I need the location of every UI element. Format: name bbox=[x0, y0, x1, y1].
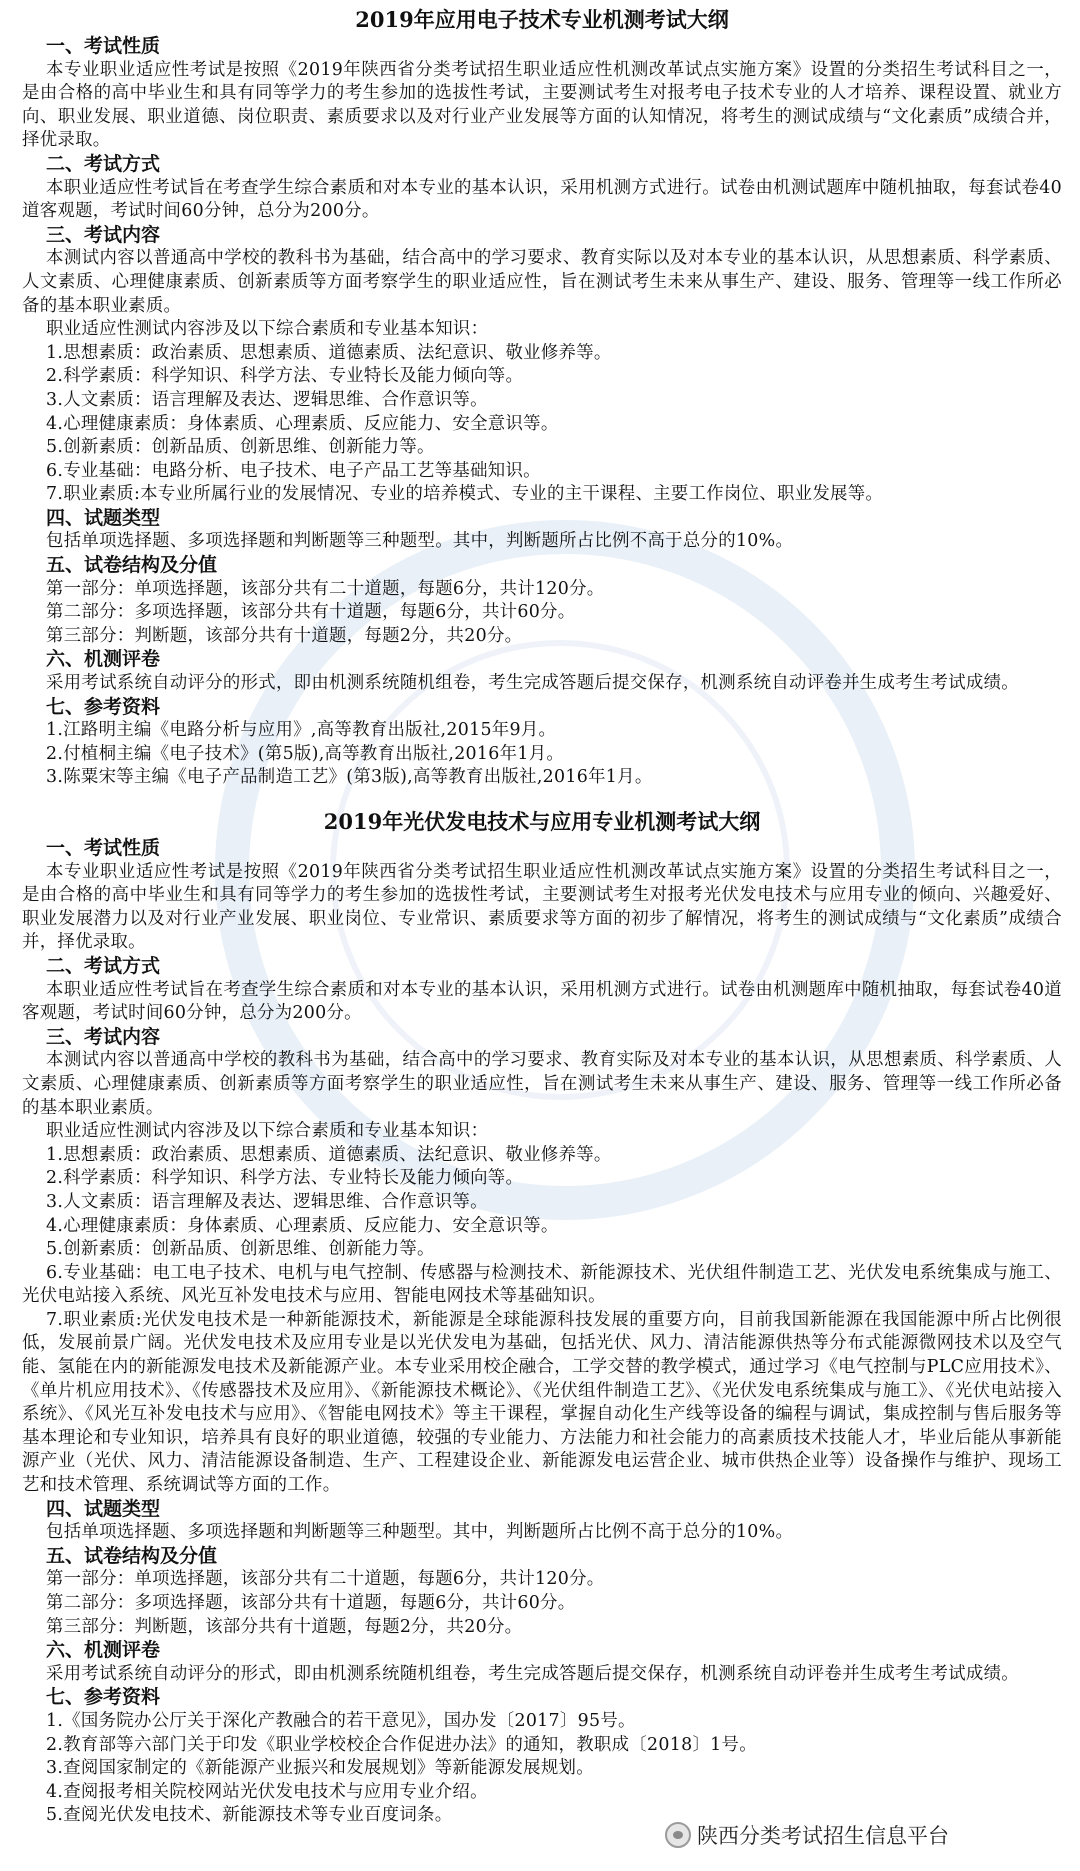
section-paragraph: 采用考试系统自动评分的形式，即由机测系统随机组卷，考生完成答题后提交保存，机测系统自动评卷并生成考生考试成绩。 bbox=[46, 1663, 1019, 1684]
section-paragraph: 本专业职业适应性考试是按照《2019年陕西省分类考试招生职业适应性机测改革试点实施方案》设置的分类招生考试科目之一，是由合格的高中毕业生和具有同等学力的考生参加的选拔性考试，主要测试考生对报考光伏发电技术与应用专业的倾向、兴趣爱好、职业发展潜力以及对行业产业发展、职业岗位、专业常识、素质要求等方面的初步了解情况，将考生的测试成绩与“文化素质”成绩合并，择优录取。 bbox=[22, 861, 1062, 953]
list-item: 第一部分：单项选择题，该部分共有二十道题，每题6分，共计120分。 bbox=[46, 578, 605, 599]
list-item: 4.心理健康素质：身体素质、心理素质、反应能力、安全意识等。 bbox=[46, 1215, 559, 1236]
section-paragraph: 本职业适应性考试旨在考查学生综合素质和对本专业的基本认识，采用机测方式进行。试卷由机测试题库中随机抽取，每套试卷40道客观题，考试时间60分钟，总分为200分。 bbox=[22, 177, 1062, 222]
section-heading: 一、考试性质 bbox=[46, 35, 161, 57]
section-paragraph: 本测试内容以普通高中学校的教科书为基础，结合高中的学习要求、教育实际及对本专业的基本认识，从思想素质、科学素质、人文素质、心理健康素质、创新素质等方面考察学生的职业适应性，旨在测试考生未来从事生产、建设、服务、管理等一线工作所必备的基本职业素质。 bbox=[22, 1050, 1062, 1118]
list-item: 2.科学素质：科学知识、科学方法、专业特长及能力倾向等。 bbox=[46, 366, 524, 387]
list-item: 6.专业基础：电工电子技术、电机与电气控制、传感器与检测技术、新能源技术、光伏组件制造工艺、光伏发电系统集成与施工、光伏电站接入系统、风光互补发电技术与应用、智能电网技术等基础知识。 bbox=[22, 1262, 1062, 1307]
document-title: 2019年光伏发电技术与应用专业机测考试大纲 bbox=[323, 809, 761, 834]
list-item: 第二部分：多项选择题，该部分共有十道题，每题6分，共计60分。 bbox=[46, 602, 576, 623]
list-item: 7.职业素质:本专业所属行业的发展情况、专业的培养模式、专业的主干课程、主要工作岗位、职业发展等。 bbox=[46, 484, 884, 505]
section-heading: 七、参考资料 bbox=[46, 695, 161, 718]
reference-item: 1.《国务院办公厅关于深化产教融合的若干意见》，国办发〔2017〕95号。 bbox=[46, 1710, 636, 1731]
source-label: 陕西分类考试招生信息平台 bbox=[697, 1824, 949, 1848]
section-heading: 二、考试方式 bbox=[46, 954, 161, 977]
reference-item: 5.查阅光伏发电技术、新能源技术等专业百度词条。 bbox=[46, 1805, 453, 1826]
list-item: 5.创新素质：创新品质、创新思维、创新能力等。 bbox=[46, 437, 435, 458]
section-heading: 二、考试方式 bbox=[46, 152, 161, 175]
reference-item: 2.付植桐主编《电子技术》(第5版),高等教育出版社,2016年1月。 bbox=[46, 743, 565, 764]
section-paragraph: 包括单项选择题、多项选择题和判断题等三种题型。其中，判断题所占比例不高于总分的10%。 bbox=[46, 531, 794, 552]
section-paragraph: 本测试内容以普通高中学校的教科书为基础，结合高中的学习要求、教育实际以及对本专业的基本认识，从思想素质、科学素质、人文素质、心理健康素质、创新素质等方面考察学生的职业适应性，旨在测试考生未来从事生产、建设、服务、管理等一线工作所必备的基本职业素质。 bbox=[22, 248, 1062, 316]
list-item: 6.专业基础：电路分析、电子技术、电子产品工艺等基础知识。 bbox=[46, 460, 541, 481]
list-item: 1.思想素质：政治素质、思想素质、道德素质、法纪意识、敬业修养等。 bbox=[46, 1144, 612, 1165]
section-heading: 六、机测评卷 bbox=[46, 1639, 161, 1662]
list-item: 第一部分：单项选择题，该部分共有二十道题，每题6分，共计120分。 bbox=[46, 1569, 605, 1590]
exam-outline-photovoltaic bbox=[22, 808, 1062, 1828]
source-watermark bbox=[665, 1820, 949, 1850]
list-item: 第二部分：多项选择题，该部分共有十道题，每题6分，共计60分。 bbox=[46, 1593, 576, 1613]
list-item: 4.心理健康素质：身体素质、心理素质、反应能力、安全意识等。 bbox=[46, 413, 559, 434]
list-item: 3.人文素质：语言理解及表达、逻辑思维、合作意识等。 bbox=[46, 1191, 488, 1212]
list-item: 第三部分：判断题，该部分共有十道题，每题2分，共20分。 bbox=[46, 1616, 523, 1637]
section-heading: 三、考试内容 bbox=[46, 223, 161, 246]
list-item: 1.思想素质：政治素质、思想素质、道德素质、法纪意识、敬业修养等。 bbox=[46, 342, 612, 363]
reference-item: 1.江路明主编《电路分析与应用》,高等教育出版社,2015年9月。 bbox=[46, 720, 557, 741]
document-title: 2019年应用电子技术专业机测考试大纲 bbox=[355, 7, 729, 32]
section-paragraph: 本职业适应性考试旨在考查学生综合素质和对本专业的基本认识，采用机测方式进行。试卷由机测题库中随机抽取，每套试卷40道客观题，考试时间60分钟，总分为200分。 bbox=[22, 979, 1062, 1024]
section-heading: 一、考试性质 bbox=[46, 837, 161, 859]
exam-outline-electronics bbox=[22, 6, 1062, 790]
reference-item: 3.查阅国家制定的《新能源产业振兴和发展规划》等新能源发展规划。 bbox=[46, 1758, 594, 1779]
section-paragraph: 职业适应性测试内容涉及以下综合素质和专业基本知识： bbox=[46, 1121, 489, 1142]
section-paragraph: 本专业职业适应性考试是按照《2019年陕西省分类考试招生职业适应性机测改革试点实施方案》设置的分类招生考试科目之一，是由合格的高中毕业生和具有同等学力的考生参加的选拔性考试，主要测试考生对报考电子技术专业的人才培养、课程设置、就业方向、职业发展、职业道德、岗位职责、素质要求以及对行业产业发展等方面的认知情况，将考生的测试成绩与“文化素质”成绩合并，择优录取。 bbox=[22, 59, 1062, 151]
list-item: 3.人文素质：语言理解及表达、逻辑思维、合作意识等。 bbox=[46, 389, 488, 410]
section-heading: 四、试题类型 bbox=[46, 506, 161, 529]
reference-item: 4.查阅报考相关院校网站光伏发电技术与应用专业介绍。 bbox=[46, 1781, 488, 1802]
document-page bbox=[22, 6, 1062, 1828]
section-heading: 六、机测评卷 bbox=[46, 648, 161, 671]
wechat-avatar-icon bbox=[665, 1822, 691, 1848]
section-heading: 三、考试内容 bbox=[46, 1025, 161, 1048]
section-paragraph: 包括单项选择题、多项选择题和判断题等三种题型。其中，判断题所占比例不高于总分的10%。 bbox=[46, 1522, 794, 1543]
section-paragraph: 采用考试系统自动评分的形式，即由机测系统随机组卷，考生完成答题后提交保存，机测系统自动评卷并生成考生考试成绩。 bbox=[46, 673, 1019, 694]
reference-item: 3.陈粟宋等主编《电子产品制造工艺》(第3版),高等教育出版社,2016年1月。 bbox=[46, 767, 653, 788]
section-heading: 五、试卷结构及分值 bbox=[46, 1544, 218, 1567]
reference-item: 2.教育部等六部门关于印发《职业学校校企合作促进办法》的通知，教职成〔2018〕1号。 bbox=[46, 1734, 757, 1755]
list-item: 2.科学素质：科学知识、科学方法、专业特长及能力倾向等。 bbox=[46, 1168, 524, 1189]
section-paragraph: 职业适应性测试内容涉及以下综合素质和专业基本知识： bbox=[46, 319, 489, 340]
section-heading: 五、试卷结构及分值 bbox=[46, 554, 218, 577]
section-heading: 四、试题类型 bbox=[46, 1497, 161, 1520]
section-heading: 七、参考资料 bbox=[46, 1686, 161, 1709]
list-item: 7.职业素质:光伏发电技术是一种新能源技术，新能源是全球能源科技发展的重要方向，目前我国新能源在我国能源中所占比例很低，发展前景广阔。光伏发电技术及应用专业是以光伏发电为基础，包括光伏、风力、清洁能源供热等分布式能源微网技术以及空气能、氢能在内的新能源发电技术及新能源产业。本专业采用校企融合，工学交替的教学模式，通过学习《电气控制与PLC应用技术》、《单片机应用技术》、《传感器技术及应用》、《新能源技术概论》、《光伏组件制造工艺》、《光伏发电系统集成与施工》、《光伏电站接入系统》、《风光互补发电技术与应用》、《智能电网技术》等主干课程，掌握自动化生产线等设备的编程与调试，集成控制与售后服务等基本理论和专业知识，培养具有良好的职业道德，较强的专业能力、方法能力和社会能力的高素质技术技能人才，毕业后能从事新能源产业（光伏、风力、清洁能源设备制造、生产、工程建设企业、新能源发电运营企业、城市供热企业等）设备操作与维护、现场工艺和技术管理、系统调试等方面的工作。 bbox=[22, 1309, 1062, 1496]
list-item: 第三部分：判断题，该部分共有十道题，每题2分，共20分。 bbox=[46, 625, 523, 646]
list-item: 5.创新素质：创新品质、创新思维、创新能力等。 bbox=[46, 1239, 435, 1260]
